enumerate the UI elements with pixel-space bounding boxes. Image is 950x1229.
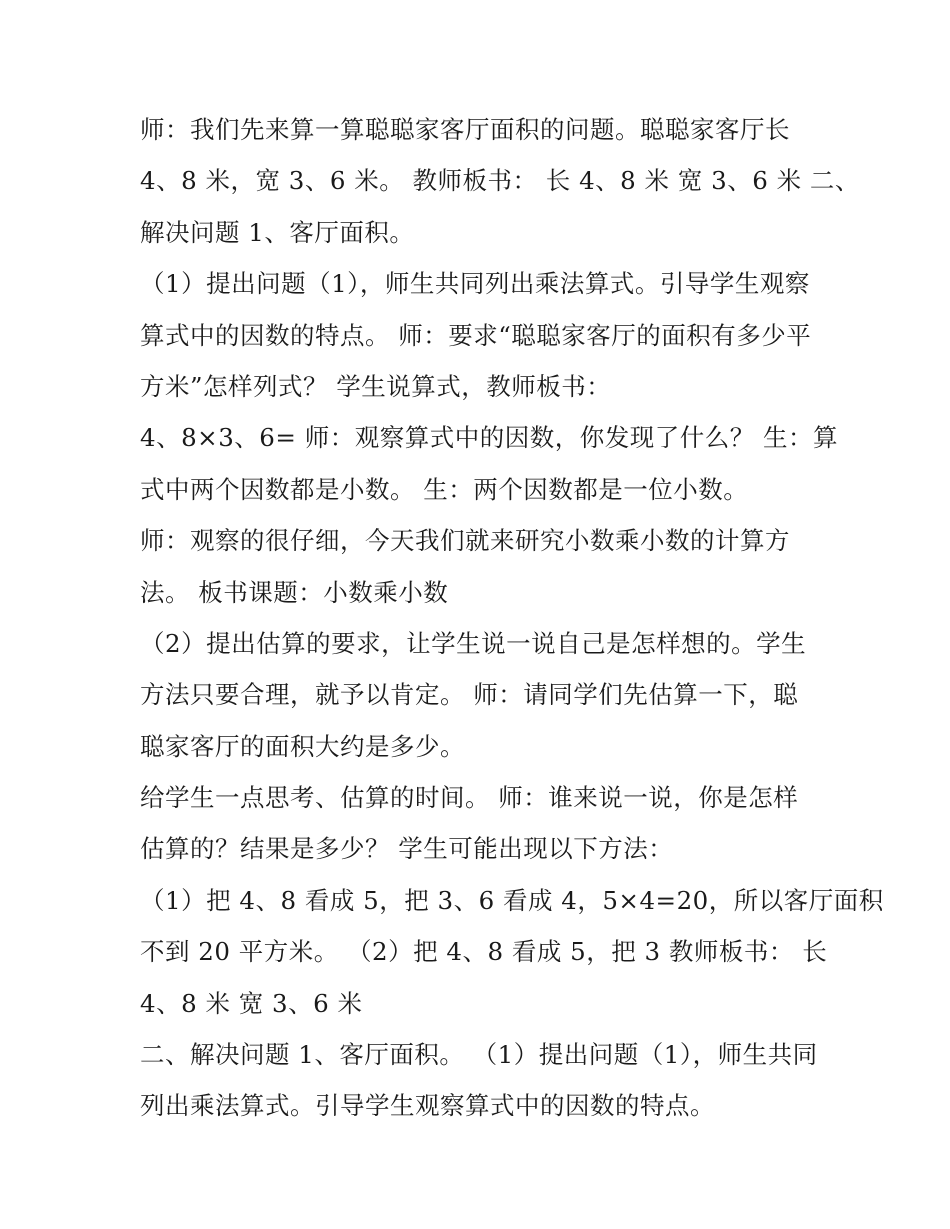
- text-line: 4、8 米，宽 3、6 米。 教师板书： 长 4、8 米 宽 3、6 米 二、: [140, 166, 860, 196]
- text-line: 师：观察的很仔细，今天我们就来研究小数乘小数的计算方: [140, 526, 790, 556]
- text-line: 式中两个因数都是小数。 生：两个因数都是一位小数。: [140, 474, 749, 504]
- text-line: 二、解决问题 1、客厅面积。 （1）提出问题（1），师生共同: [140, 1040, 818, 1070]
- text-line: 算式中的因数的特点。 师：要求“聪聪家客厅的面积有多少平: [140, 320, 812, 350]
- text-line: （1）把 4、8 看成 5，把 3、6 看成 4，5×4=20，所以客厅面积: [140, 885, 884, 915]
- text-line: 给学生一点思考、估算的时间。 师：谁来说一说，你是怎样: [140, 783, 799, 813]
- text-line: 法。 板书课题：小数乘小数: [140, 577, 449, 607]
- text-line: 列出乘法算式。引导学生观察算式中的因数的特点。: [140, 1091, 715, 1121]
- text-line: 不到 20 平方米。 （2）把 4、8 看成 5，把 3 教师板书： 长: [140, 937, 828, 967]
- text-line: 师：我们先来算一算聪聪家客厅面积的问题。聪聪家客厅长: [140, 115, 790, 144]
- text-line: （1）提出问题（1），师生共同列出乘法算式。引导学生观察: [140, 269, 810, 299]
- text-line: 4、8×3、6= 师：观察算式中的因数，你发现了什么？ 生：算: [140, 423, 838, 453]
- text-line: 4、8 米 宽 3、6 米: [140, 988, 363, 1018]
- text-line: 聪家客厅的面积大约是多少。: [140, 731, 465, 761]
- text-line: 方米”怎样列式？ 学生说算式，教师板书：: [140, 371, 612, 401]
- text-line: 解决问题 1、客厅面积。: [140, 217, 415, 247]
- text-line: 方法只要合理，就予以肯定。 师：请同学们先估算一下，聪: [140, 680, 799, 710]
- document-body: [140, 104, 884, 1132]
- text-line: 估算的？结果是多少？ 学生可能出现以下方法：: [140, 834, 674, 864]
- text-line: （2）提出估算的要求，让学生说一说自己是怎样想的。学生: [140, 628, 807, 658]
